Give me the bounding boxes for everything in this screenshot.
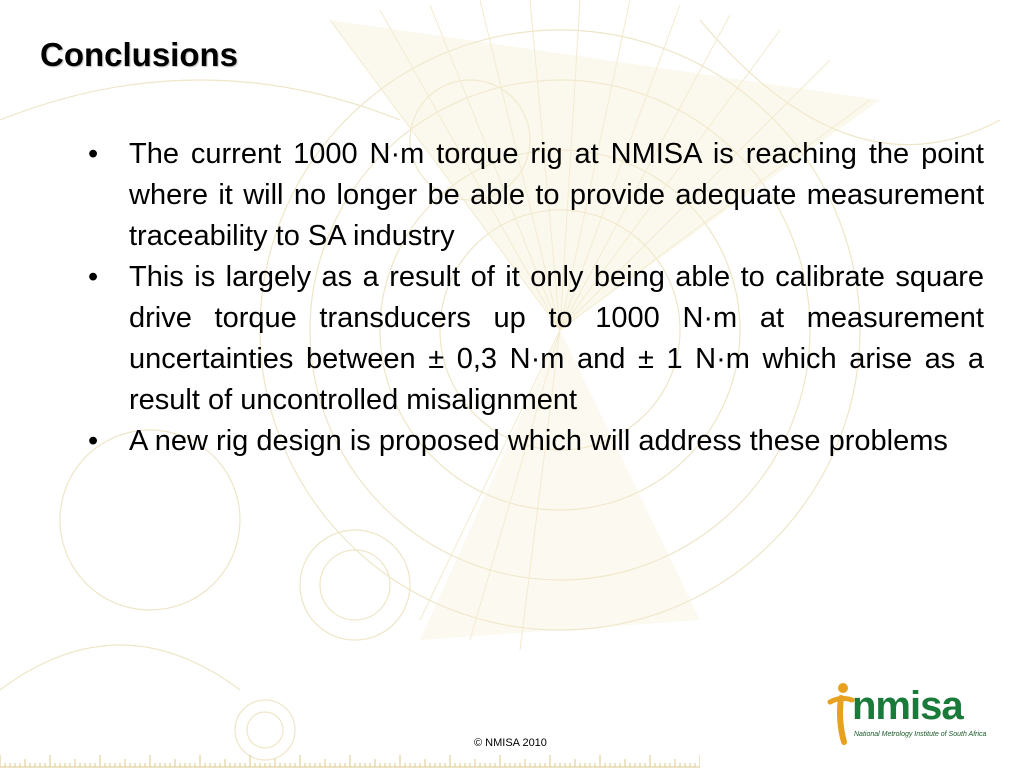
bullet-list xyxy=(88,134,984,462)
bullet-text: This is largely as a result of it only being able to calibrate square drive torque transducers up to 1000 N·m at measurement uncertainties between ± 0,3 N·m and ± 1 N·m which arise as a result of uncontrolled misalignment xyxy=(129,261,984,416)
logo-wordmark: nmisa xyxy=(852,684,963,728)
bullet-symbol: • xyxy=(88,425,99,457)
bullet-item xyxy=(88,257,984,421)
bullet-item xyxy=(88,421,984,462)
slide-title: Conclusions xyxy=(40,36,239,73)
bullet-text: A new rig design is proposed which will address these problems xyxy=(129,425,948,457)
copyright-footer: © NMISA 2010 xyxy=(474,737,547,749)
bullet-item xyxy=(88,134,984,257)
bullet-symbol: • xyxy=(88,261,99,293)
bullet-symbol: • xyxy=(88,138,99,170)
bullet-text: The current 1000 N·m torque rig at NMISA is reaching the point where it will no longer be able to provide adequate measurement traceability to SA industry xyxy=(129,138,984,252)
logo-subtitle: National Metrology Institute of South Africa xyxy=(854,731,987,738)
ruler-strip xyxy=(0,750,700,768)
nmisa-logo xyxy=(826,680,998,748)
